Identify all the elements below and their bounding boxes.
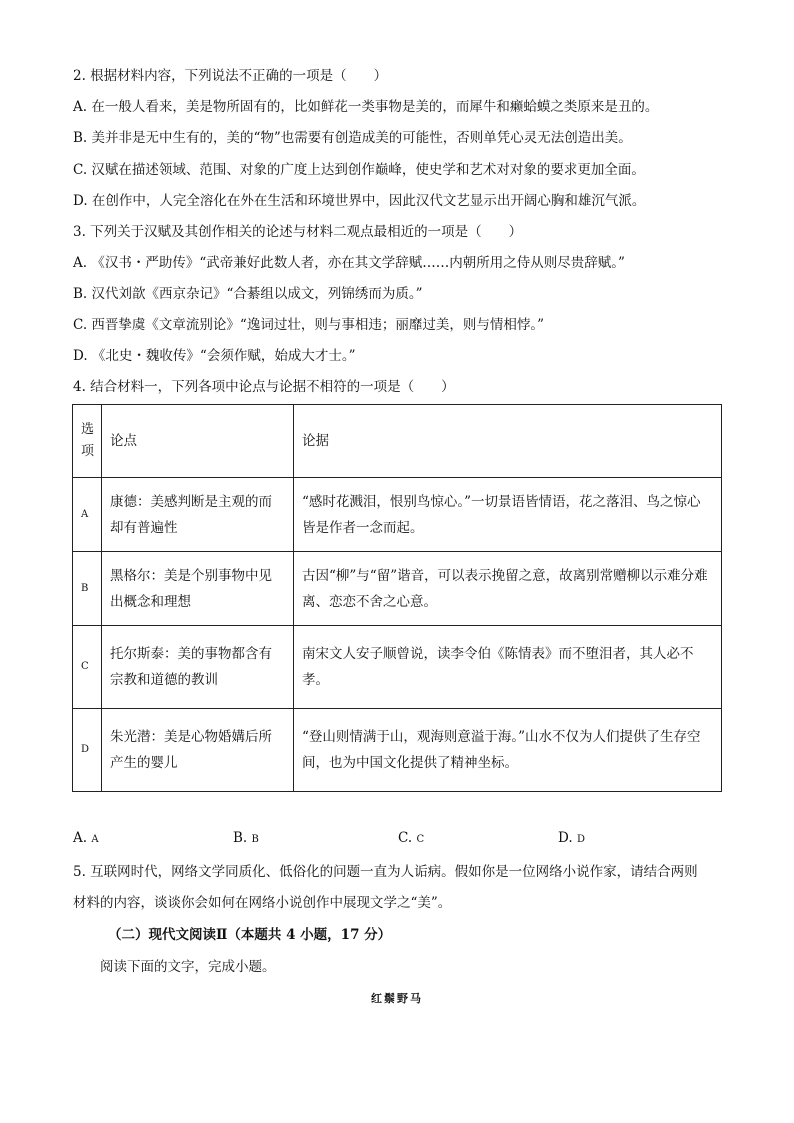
q2-option-d: D. 在创作中，人完全溶化在外在生活和环境世界中，因此汉代文艺显示出开阔心胸和雄沉气派。: [73, 193, 646, 209]
row-label: B: [73, 552, 102, 626]
row-evidence: 古因“柳”与“留”谐音，可以表示挽留之意，故离别常赠柳以示难分难离、恋恋不舍之心意。: [294, 552, 722, 626]
row-point: 托尔斯泰：美的事物都含有宗教和道德的教训: [102, 626, 294, 709]
q4-choices: [73, 830, 673, 850]
section-heading: （二）现代文阅读Ⅱ（本题共 4 小题，17 分）: [108, 927, 392, 943]
q2-option-c: C. 汉赋在描述领域、范围、对象的广度上达到创作巅峰，使史学和艺术对对象的要求更加全面。: [73, 162, 645, 178]
row-evidence: 南宋文人安子顺曾说，读李令伯《陈情表》而不堕泪者，其人必不孝。: [294, 626, 722, 709]
choice-c[interactable]: C. C: [398, 830, 425, 846]
q5-line-2: 材料的内容，谈谈你会如何在网络小说创作中展现文学之“美”。: [73, 895, 452, 911]
q5-line-1: 5. 互联网时代，网络文学同质化、低俗化的问题一直为人诟病。假如你是一位网络小说作家，请结合两则: [73, 864, 698, 880]
header-evidence: 论据: [294, 405, 722, 478]
q2-option-b: B. 美并非是无中生有的，美的“物”也需要有创造成美的可能性，否则单凭心灵无法创造出美。: [73, 130, 632, 146]
row-evidence: “感时花溅泪，恨别鸟惊心。”一切景语皆情语，花之落泪、鸟之惊心皆是作者一念而起。: [294, 478, 722, 552]
row-point: 朱光潜：美是心物婚媾后所产生的婴儿: [102, 709, 294, 792]
choice-b[interactable]: B. B: [233, 830, 259, 846]
q3-option-c: C. 西晋挚虞《文章流别论》“逸词过壮，则与事相违；丽靡过美，则与情相悖。”: [73, 317, 544, 333]
row-evidence: “登山则情满于山，观海则意溢于海。”山水不仅为人们提供了生存空间，也为中国文化提供了精神坐标。: [294, 709, 722, 792]
q3-option-b: B. 汉代刘歆《西京杂记》“合綦组以成文，列锦绣而为质。”: [73, 286, 423, 302]
table-row: [73, 626, 722, 709]
q3-option-d: D. 《北史・魏收传》“会须作赋，始成大才士。”: [73, 348, 356, 364]
table-header-row: [73, 405, 722, 478]
q4-stem: 4. 结合材料一，下列各项中论点与论据不相符的一项是（ ）: [73, 379, 455, 395]
row-label: D: [73, 709, 102, 792]
passage-title: 红鬃野马: [371, 992, 423, 1005]
table-row: [73, 552, 722, 626]
header-label: 选项: [73, 405, 102, 478]
header-point: 论点: [102, 405, 294, 478]
q2-stem: 2. 根据材料内容，下列说法不正确的一项是（ ）: [73, 68, 388, 84]
choice-a[interactable]: A. A: [73, 830, 99, 846]
row-label: C: [73, 626, 102, 709]
section-instruction: 阅读下面的文字，完成小题。: [100, 959, 276, 975]
row-point: 康德：美感判断是主观的而却有普遍性: [102, 478, 294, 552]
row-point: 黑格尔：美是个别事物中见出概念和理想: [102, 552, 294, 626]
q2-option-a: A. 在一般人看来，美是物所固有的，比如鲜花一类事物是美的，而犀牛和癞蛤蟆之类原来是丑的。: [73, 99, 659, 115]
table-row: [73, 709, 722, 792]
q4-table: [72, 404, 722, 792]
row-label: A: [73, 478, 102, 552]
q3-stem: 3. 下列关于汉赋及其创作相关的论述与材料二观点最相近的一项是（ ）: [73, 224, 523, 240]
table-row: [73, 478, 722, 552]
choice-d[interactable]: D. D: [558, 830, 585, 846]
q3-option-a: A. 《汉书・严助传》“武帝兼好此数人者，亦在其文学辞赋……内朝所用之侍从则尽贵辞赋。”: [73, 255, 625, 271]
